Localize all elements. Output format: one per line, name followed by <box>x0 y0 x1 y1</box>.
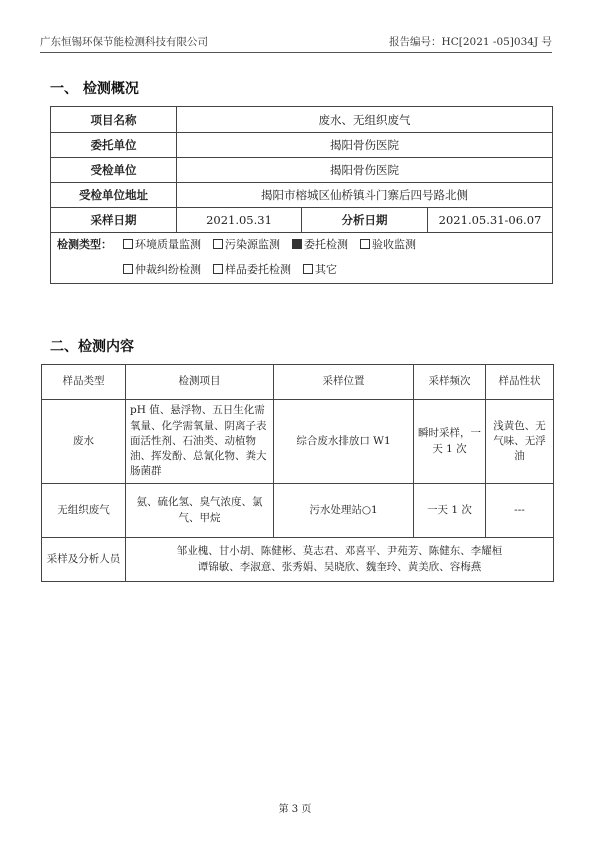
checkbox-icon <box>213 239 223 249</box>
test-category <box>51 233 552 283</box>
row-value: 废水、无组织废气 <box>318 112 411 127</box>
header-cell: 检测项目 <box>126 365 274 400</box>
overview-row-client <box>51 132 552 158</box>
content-table <box>41 364 554 582</box>
checkbox-icon <box>123 239 133 249</box>
analysis-date-label: 分析日期 <box>301 207 428 232</box>
row-value: 揭阳骨伤医院 <box>330 162 399 177</box>
staff-line: 谭锦敏、李淑意、张秀娟、吴晓欣、魏奎玲、黄美欣、容梅燕 <box>197 560 482 573</box>
sampling-date-label: 采样日期 <box>51 207 177 232</box>
option-other: 其它 <box>303 261 337 277</box>
row-value: 揭阳骨伤医院 <box>330 137 399 152</box>
option-arbitration: 仲裁纠纷检测 <box>123 261 201 277</box>
row-label: 项目名称 <box>51 107 177 132</box>
header-cell: 样品性状 <box>486 365 554 400</box>
option-pollution-source: 污染源监测 <box>213 236 280 252</box>
page-number: 第 3 页 <box>278 804 312 815</box>
checkbox-icon <box>213 264 223 274</box>
option-sample-commissioned: 样品委托检测 <box>213 261 291 277</box>
checkbox-icon <box>123 264 133 274</box>
option-acceptance: 验收监测 <box>360 236 416 252</box>
checked-box-icon <box>292 239 302 249</box>
overview-row-dates <box>51 207 552 233</box>
test-items: 氨、硫化氢、臭气浓度、氯气、甲烷 <box>126 484 274 538</box>
category-options-line1 <box>123 236 416 252</box>
sample-type: 无组织废气 <box>42 484 126 538</box>
test-items: pH 值、悬浮物、五日生化需氧量、化学需氧量、阴离子表面活性剂、石油类、动植物油、挥发酚、总氰化物、粪大肠菌群 <box>126 400 274 484</box>
checkbox-icon <box>303 264 313 274</box>
report-number: 报告编号：HC[2021 -05]034J 号 <box>389 36 552 48</box>
header-divider <box>40 52 552 53</box>
staff-names <box>126 538 554 582</box>
row-value: 揭阳市榕城区仙桥镇斗门寨后四号路北侧 <box>261 187 468 202</box>
page-header <box>40 34 552 49</box>
sample-type: 废水 <box>42 400 126 484</box>
staff-line: 邹业槐、甘小胡、陈健彬、莫志君、邓喜平、尹苑芳、陈健东、李耀桓 <box>176 545 503 558</box>
option-env-quality: 环境质量监测 <box>123 236 201 252</box>
row-label: 受检单位 <box>51 157 177 182</box>
sampling-location: 污水处理站○1 <box>274 484 414 538</box>
checkbox-icon <box>360 239 370 249</box>
sampling-frequency: 瞬时采样，一天 1 次 <box>414 400 486 484</box>
overview-row-inspected <box>51 157 552 183</box>
overview-table <box>50 106 553 284</box>
section-1-title: 一、 检测概况 <box>50 81 139 97</box>
sample-nature: --- <box>486 484 554 538</box>
analysis-date: 2021.05.31-06.07 <box>438 212 542 227</box>
sample-nature: 浅黄色、无气味、无浮油 <box>486 400 554 484</box>
overview-row-address <box>51 182 552 208</box>
table-row <box>42 484 554 538</box>
row-label: 委托单位 <box>51 132 177 157</box>
header-cell: 采样位置 <box>274 365 414 400</box>
test-category-label: 检测类型： <box>57 238 112 251</box>
staff-row <box>42 538 554 582</box>
row-label: 受检单位地址 <box>51 182 177 207</box>
header-cell: 采样频次 <box>414 365 486 400</box>
table-header-row <box>42 365 554 400</box>
category-options-line2 <box>123 261 337 277</box>
overview-row-project <box>51 107 552 133</box>
sampling-location: 综合废水排放口 W1 <box>274 400 414 484</box>
sampling-frequency: 一天 1 次 <box>414 484 486 538</box>
staff-label: 采样及分析人员 <box>42 538 126 582</box>
sampling-date: 2021.05.31 <box>206 212 272 227</box>
option-commissioned: 委托检测 <box>292 236 348 252</box>
company-name: 广东恒锡环保节能检测科技有限公司 <box>40 36 208 48</box>
table-row <box>42 400 554 484</box>
header-cell: 样品类型 <box>42 365 126 400</box>
section-2-title: 二、检测内容 <box>50 339 134 355</box>
